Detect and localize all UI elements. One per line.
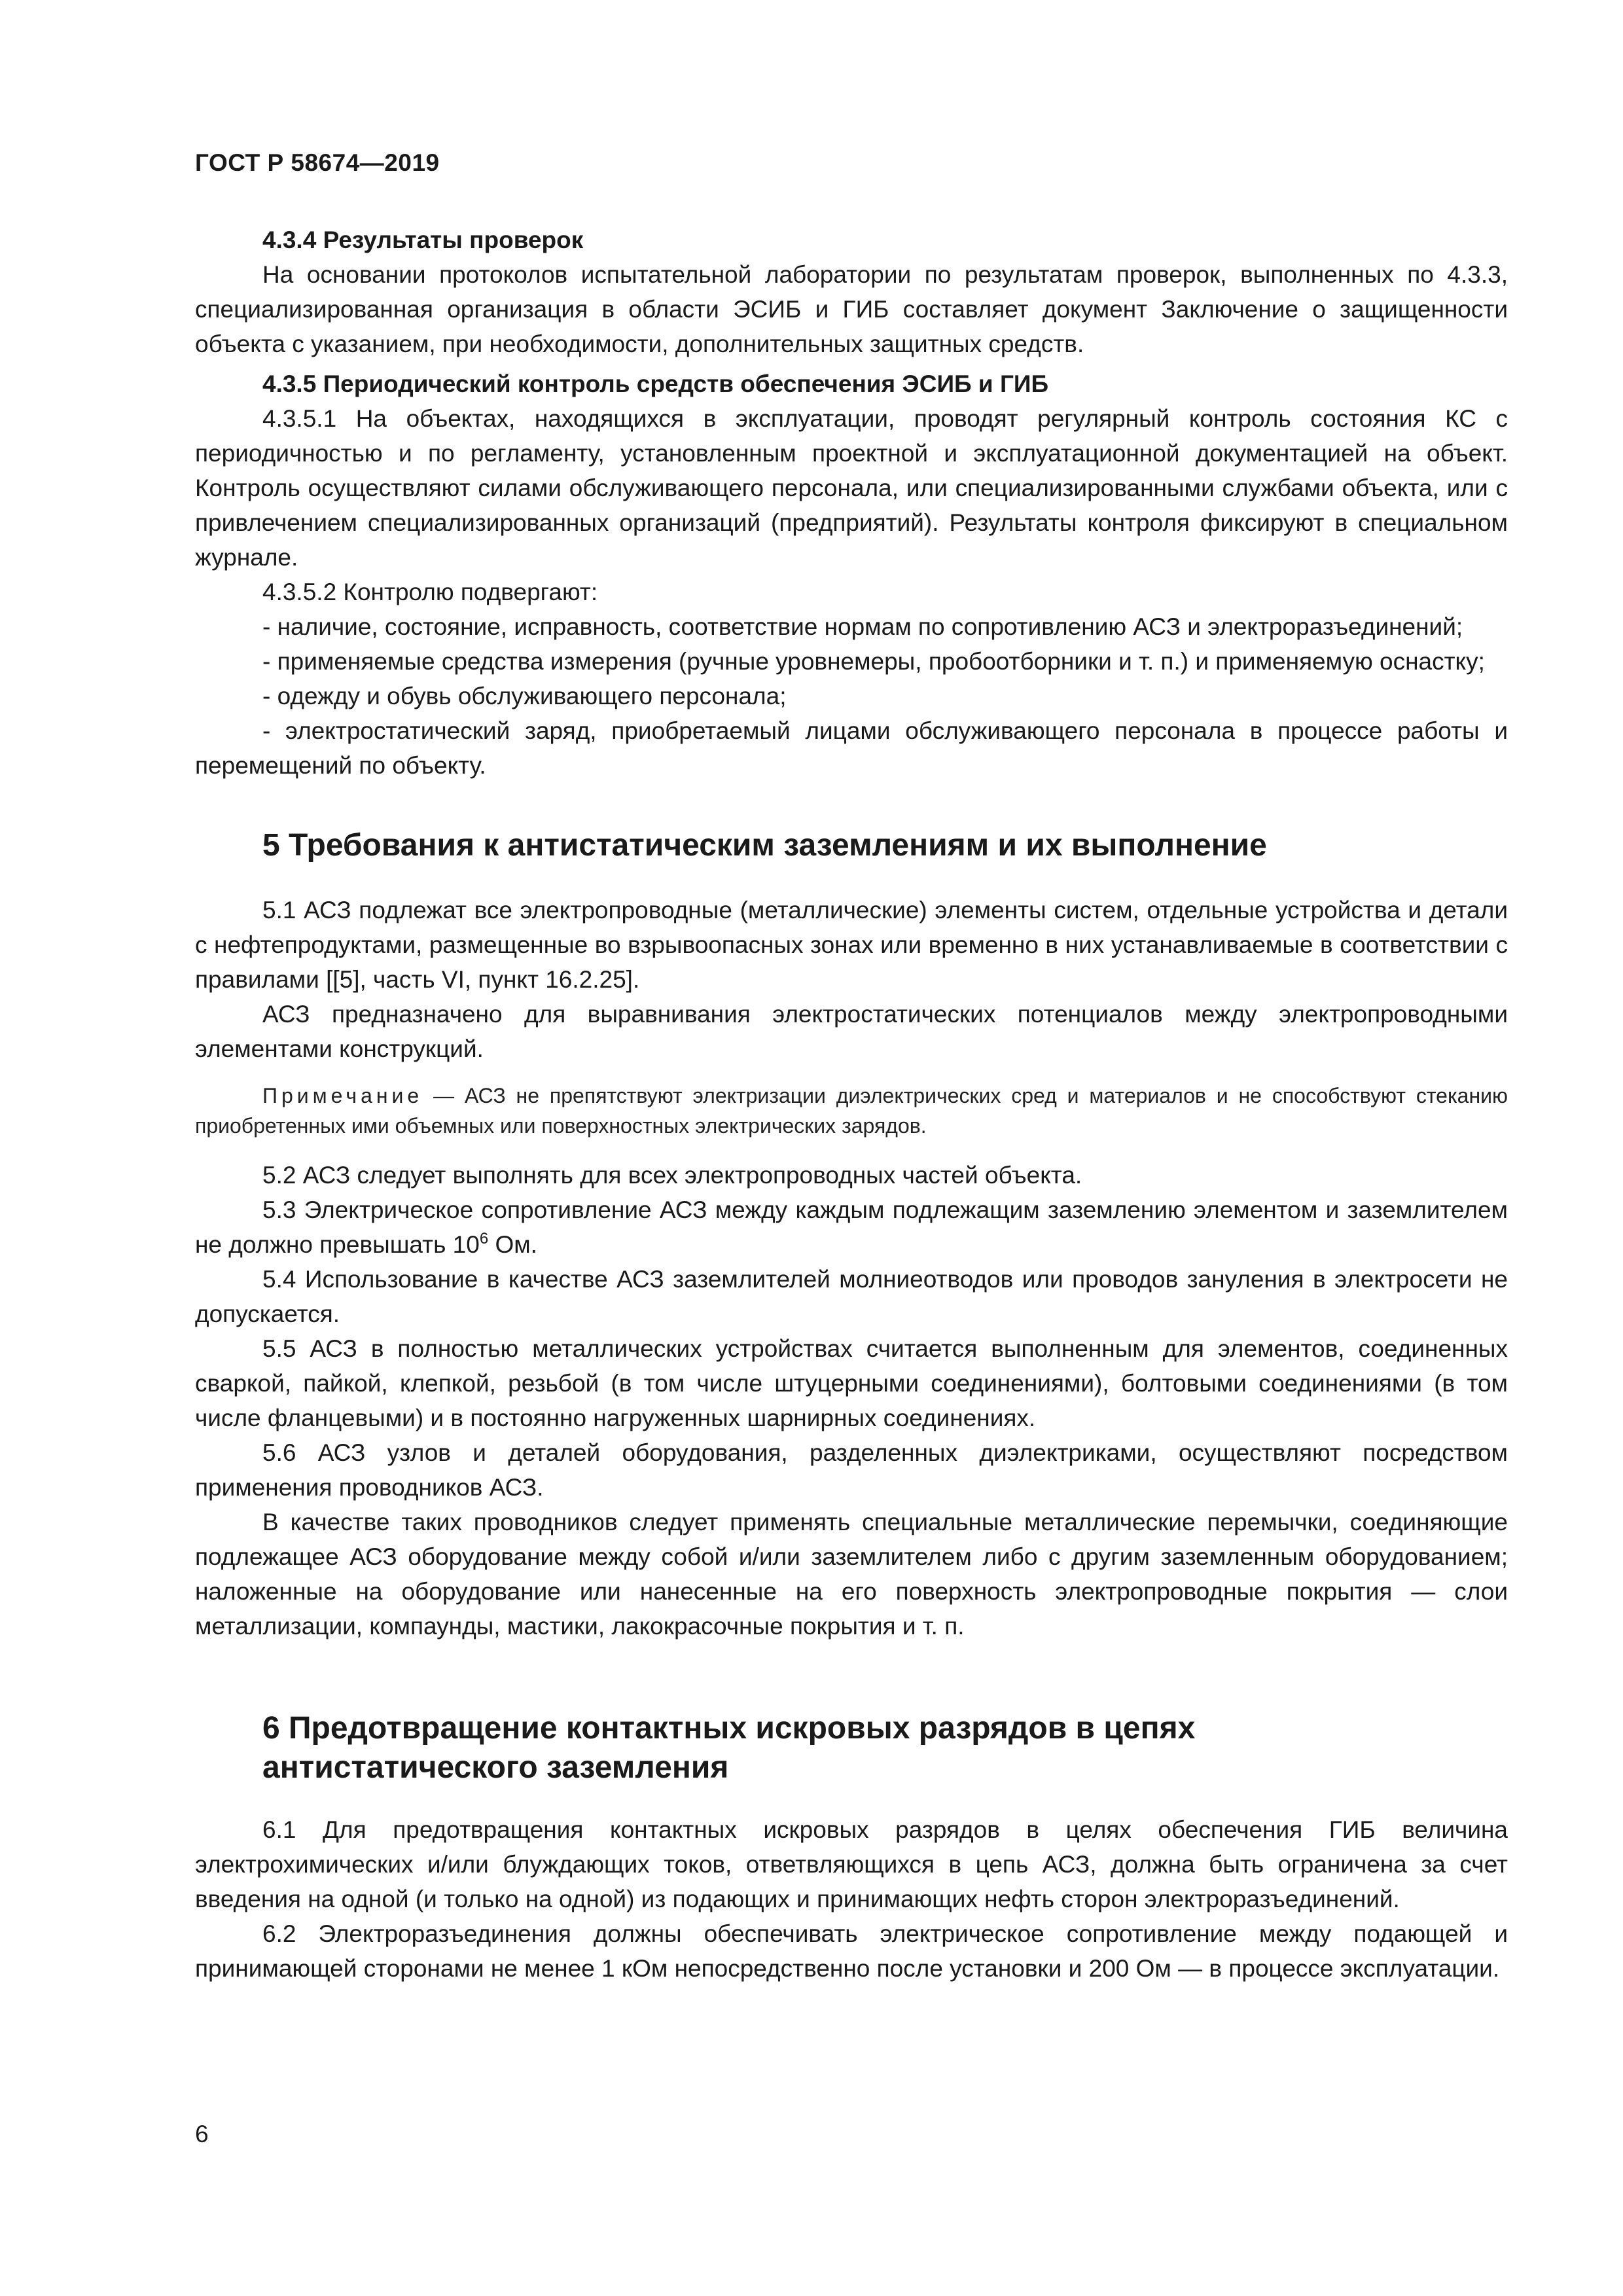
paragraph-5-1-continuation: АСЗ предназначено для выравнивания электростатических потенциалов между электропроводными элементами конструкций. (195, 1001, 1508, 1062)
paragraph-5-6-continuation: В качестве таких проводников следует применять специальные металлические перемычки, соединяющие подлежащее АСЗ оборудование между собой и/или заземлителем либо с другим заземленным оборудованием; наложенные на оборудование или нанесенные на его поверхность электропроводные покрытия — слои металлизации, компаунды, мастики, лакокрасочные покрытия и т. п. (195, 1509, 1508, 1640)
document-code-header: ГОСТ Р 58674—2019 (195, 149, 440, 176)
list-item: - применяемые средства измерения (ручные уровнемеры, пробоотборники и т. п.) и применяемую оснастку; (262, 648, 1485, 675)
paragraph-5-6: 5.6 АСЗ узлов и деталей оборудования, разделенных диэлектриками, осуществляют посредством применения проводников АСЗ. (195, 1439, 1508, 1501)
page-number: 6 (195, 2121, 209, 2147)
section-heading-5: 5 Требования к антистатическим заземлениям и их выполнение (262, 828, 1267, 863)
paragraph-5-3 (195, 1193, 1508, 1262)
note (195, 1081, 1508, 1141)
document-body (195, 223, 1508, 1986)
section-heading-6-line1: 6 Предотвращение контактных искровых разрядов в цепях (262, 1711, 1196, 1746)
list-item: - электростатический заряд, приобретаемый лицами обслуживающего персонала в процессе работы и перемещений по объекту. (195, 717, 1508, 779)
note-label: Примечание (262, 1084, 423, 1107)
paragraph-5-5: 5.5 АСЗ в полностью металлических устройствах считается выполненным для элементов, соединенных сваркой, пайкой, клепкой, резьбой (в том числе штуцерными соединениями), болтовыми соединениями (в том числе фланцевыми) и в постоянно нагруженных шарнирных соединениях. (195, 1335, 1508, 1431)
paragraph-5-3-text: 5.3 Электрическое сопротивление АСЗ между каждым подлежащим заземлению элементом и заземлителем не должно превышать 10 (195, 1196, 1508, 1258)
paragraph-4-3-4: На основании протоколов испытательной лаборатории по результатам проверок, выполненных по 4.3.3, специализированная организация в области ЭСИБ и ГИБ составляет документ Заключение о защищенности объекта с указанием, при необходимости, дополнительных защитных средств. (195, 261, 1508, 357)
exponent: 6 (479, 1230, 489, 1247)
paragraph-6-1: 6.1 Для предотвращения контактных искровых разрядов в целях обеспечения ГИБ величина электрохимических и/или блуждающих токов, ответвляющихся в цепь АСЗ, должна быть ограничена за счет введения на одной (и только на одной) из подающих и принимающих нефть сторон электроразъединений. (195, 1816, 1508, 1912)
section-heading-6-line2: антистатического заземления (262, 1750, 729, 1785)
paragraph-5-1: 5.1 АСЗ подлежат все электропроводные (металлические) элементы систем, отдельные устройства и детали с нефтепродуктами, размещенные во взрывоопасных зонах или временно в них устанавливаемые в соответствии с правилами [[5], часть VI, пункт 16.2.25]. (195, 897, 1508, 993)
paragraph-5-4: 5.4 Использование в качестве АСЗ заземлителей молниеотводов или проводов зануления в электросети не допускается. (195, 1266, 1508, 1327)
paragraph-6-2: 6.2 Электроразъединения должны обеспечивать электрическое сопротивление между подающей и принимающей сторонами не менее 1 кОм непосредственно после установки и 200 Ом — в процессе эксплуатации. (195, 1920, 1508, 1982)
document-page (195, 0, 1508, 2296)
section-heading-6 (195, 1709, 1508, 1787)
paragraph-4-3-5-2: 4.3.5.2 Контролю подвергают: (262, 579, 598, 605)
list-item: - одежду и обувь обслуживающего персонала; (262, 683, 787, 709)
paragraph-5-3-unit: Ом. (488, 1231, 537, 1258)
note-text: — АСЗ не препятствуют электризации диэлектрических сред и материалов и не способствуют стеканию приобретенных ими объемных или поверхностных электрических зарядов. (195, 1084, 1508, 1138)
list-item: - наличие, состояние, исправность, соответствие нормам по сопротивлению АСЗ и электроразъединений; (262, 613, 1463, 640)
paragraph-4-3-5-1: 4.3.5.1 На объектах, находящихся в эксплуатации, проводят регулярный контроль состояния КС с периодичностью и по регламенту, установленным проектной и эксплуатационной документацией на объект. Контроль осуществляют силами обслуживающего персонала, или специализированными службами объекта, или с привлечением специализированных организаций (предприятий). Результаты контроля фиксируют в специальном журнале. (195, 405, 1508, 571)
paragraph-5-2: 5.2 АСЗ следует выполнять для всех электропроводных частей объекта. (262, 1162, 1082, 1189)
subsection-heading-4-3-5: 4.3.5 Периодический контроль средств обеспечения ЭСИБ и ГИБ (262, 370, 1049, 397)
subsection-heading-4-3-4: 4.3.4 Результаты проверок (262, 226, 584, 253)
